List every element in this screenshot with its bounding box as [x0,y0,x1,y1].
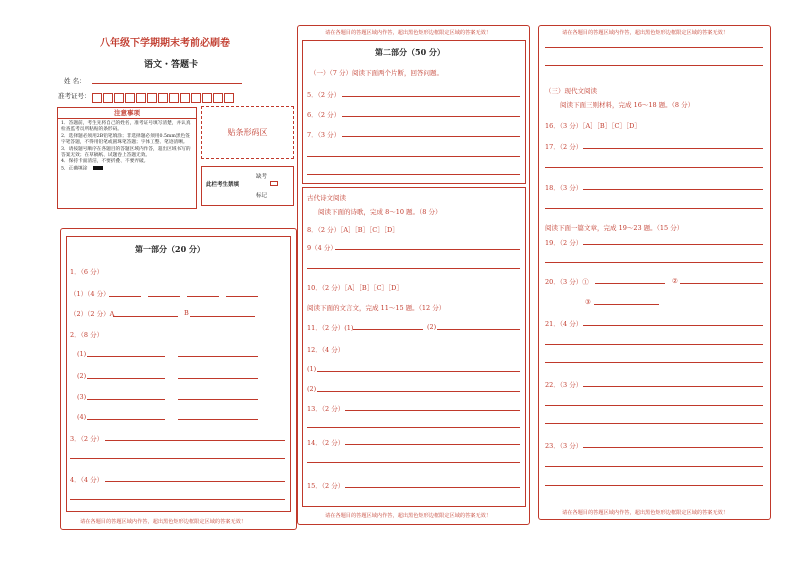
q2-item: (2) [77,372,87,380]
q2-item: (1) [77,350,87,358]
name-line[interactable] [92,83,242,84]
q2-label: 2．（8 分） [70,331,104,339]
q21-label: 21．（4 分） [545,320,583,328]
q7-answer[interactable] [307,156,520,157]
filled-sample-icon [93,166,103,170]
warning-text: 请在各题目的答题区域内作答，超出黑色矩形边框限定区域的答案无效！ [80,519,247,525]
q21-answer[interactable] [545,362,763,363]
warning-text: 请在各题目的答题区域内作答，超出黑色矩形边框限定区域的答案无效！ [325,30,492,36]
carryover-line[interactable] [545,47,763,48]
q3-label: 3．（2 分） [70,435,104,443]
note-item: 1．答题前，考生先将自己的姓名，准考证号填写清楚，并认真检查监考员所粘贴的条形码。 [61,121,191,133]
id-box[interactable] [147,93,157,103]
sheet-subtitle: 语文・答题卡 [144,60,199,70]
q8-label: 8．（2 分）［A］［B］［C］［D］ [307,226,399,234]
q9-answer[interactable] [335,249,520,250]
sheet-title: 八年级下学期期末考前必刷卷 [100,38,230,49]
q1-2a-answer[interactable] [113,316,178,317]
q23-answer[interactable] [583,447,763,448]
q21-answer[interactable] [583,325,763,326]
note-item: 3．请按题号顺序在各题目的答题区域内作答，超出区域书写的答案无效；在草稿纸、试题卷上答题无效。 [61,146,191,159]
q13-label: 13．（2 分） [307,405,345,413]
q20-answer[interactable] [594,304,659,305]
q15-label: 15．（2 分） [307,482,345,490]
q22-answer[interactable] [545,423,763,424]
q1-label: 1．（6 分） [70,268,104,276]
ancient-title: 古代诗文阅读 [307,194,346,202]
barcode-label: 贴条形码区 [227,128,268,137]
q7-label: 7．（3 分） [307,131,341,139]
q3-answer[interactable] [70,458,285,459]
q10-label: 10．（2 分）［A］［B］［C］［D］ [307,284,403,292]
modern-title: （三）现代文阅读 [545,87,597,95]
q19-label: 19．（2 分） [545,239,583,247]
id-box[interactable] [169,93,179,103]
q21-answer[interactable] [545,344,763,345]
q11-answer[interactable] [437,329,520,330]
note-item: 5．正确填涂 [61,166,88,172]
q12-item: (2) [307,385,317,393]
q5-answer[interactable] [342,96,520,97]
q4-label: 4．（4 分） [70,476,104,484]
q1-2b-answer[interactable] [190,316,255,317]
part1-inner [66,236,291,512]
q15-answer[interactable] [345,487,520,488]
q20b-label: ② [672,277,678,285]
q4-answer[interactable] [70,499,285,500]
absent-status-bottom: 标记 [256,193,268,199]
name-label: 姓 名： [64,77,86,85]
q6-label: 6．（2 分） [307,111,341,119]
q2-answer[interactable] [178,356,258,357]
q2-answer[interactable] [87,419,165,420]
part2-intro: （一）（7 分）阅读下面两个片断，回答问题。 [310,69,443,77]
warning-text: 请在各题目的答题区域内作答，超出黑色矩形边框限定区域的答案无效！ [325,513,492,519]
q11-label: 11．（2 分）(1) [307,324,354,332]
q2-answer[interactable] [178,378,258,379]
q16-label: 16．（3 分）［A］［B］［C］［D］ [545,122,641,130]
q23-answer[interactable] [545,485,763,486]
q1-2-label: （2）（2 分）A [70,310,115,318]
id-box[interactable] [191,93,201,103]
notes-title: 注意事项 [58,108,196,119]
q2-answer[interactable] [178,399,258,400]
id-box[interactable] [103,93,113,103]
absent-checkbox[interactable] [270,181,278,186]
q1-2b-label: B [184,309,189,317]
q7-answer[interactable] [342,136,520,137]
id-box[interactable] [213,93,223,103]
id-box[interactable] [92,93,102,103]
q20-answer[interactable] [595,283,665,284]
q9-answer[interactable] [307,268,520,269]
q14-answer[interactable] [307,462,520,463]
note-item: 4．保持卡面清洁，不要折叠、不要弄破。 [61,159,149,165]
id-box[interactable] [224,93,234,103]
q22-label: 22．（3 分） [545,381,583,389]
id-box[interactable] [125,93,135,103]
q22-answer[interactable] [545,405,763,406]
q20c-label: ③ [585,298,591,306]
warning-text: 请在各题目的答题区域内作答，超出黑色矩形边框限定区域的答案无效！ [562,30,729,36]
q1-1-answer[interactable] [226,296,258,297]
q1-1-label: （1）（4 分） [70,290,110,298]
part1-title: 第一部分（20 分） [135,244,205,254]
q18-label: 18．（3 分） [545,184,583,192]
q23-label: 23．（3 分） [545,442,583,450]
q22-answer[interactable] [583,386,763,387]
q7-answer[interactable] [307,174,520,175]
q11b-label: (2) [427,323,437,331]
absent-status-top: 缺考 [256,174,268,180]
id-box[interactable] [202,93,212,103]
q9-label: 9（4 分） [307,244,337,252]
q17-label: 17．（2 分） [545,143,583,151]
part2-intro-2: 阅读下面的文言文，完成 11～15 题。（12 分） [307,304,446,312]
q13-answer[interactable] [345,410,520,411]
q1-1-answer[interactable] [148,296,180,297]
id-box[interactable] [158,93,168,103]
id-label: 准考证号： [58,92,91,100]
q1-1-answer[interactable] [187,296,219,297]
q18-answer[interactable] [583,189,763,190]
id-box[interactable] [136,93,146,103]
q13-answer[interactable] [307,427,520,428]
q12-answer[interactable] [317,371,520,372]
id-box[interactable] [114,93,124,103]
q5-label: 5．（2 分） [307,91,341,99]
q2-item: (4) [77,413,87,421]
q19-answer[interactable] [545,262,763,263]
q2-answer[interactable] [178,419,258,420]
q2-answer[interactable] [87,356,165,357]
q4-answer[interactable] [105,481,285,482]
q19-answer[interactable] [583,244,763,245]
q14-label: 14．（2 分） [307,439,345,447]
barcode-area [201,106,294,159]
absent-box [201,166,294,206]
q20-label: 20．（3 分）① [545,278,589,286]
absent-label: 此栏考生禁填 [206,182,240,188]
q3-answer[interactable] [105,440,285,441]
part3-intro: 阅读下面一篇文章，完成 19～23 题。（15 分） [545,224,684,232]
q2-item: (3) [77,393,87,401]
warning-text: 请在各题目的答题区域内作答，超出黑色矩形边框限定区域的答案无效！ [562,510,729,516]
part2-title: 第二部分（50 分） [375,47,445,57]
q2-answer[interactable] [87,378,165,379]
q18-answer[interactable] [545,208,763,209]
q17-answer[interactable] [583,148,763,149]
ancient-intro: 阅读下面的诗歌，完成 8～10 题。（8 分） [318,208,442,216]
modern-intro: 阅读下面三则材料，完成 16～18 题。（8 分） [560,101,695,109]
carryover-line[interactable] [545,65,763,66]
id-boxes[interactable] [92,88,235,107]
q17-answer[interactable] [545,167,763,168]
q11-answer[interactable] [353,329,423,330]
q20-answer[interactable] [680,283,763,284]
q12-answer[interactable] [317,391,520,392]
q6-answer[interactable] [342,116,520,117]
id-box[interactable] [180,93,190,103]
q2-answer[interactable] [87,399,165,400]
q12-item: (1) [307,365,317,373]
q1-1-answer[interactable] [109,296,141,297]
q23-answer[interactable] [545,466,763,467]
notes-box [57,107,197,209]
note-item: 2．选择题必须用2B铅笔填涂；非选择题必须用0.5mm黑色签字笔答题，不得用铅笔或圆珠笔答题；字体工整、笔迹清晰。 [61,133,190,146]
q12-label: 12．（4 分） [307,346,345,354]
q14-answer[interactable] [345,444,520,445]
